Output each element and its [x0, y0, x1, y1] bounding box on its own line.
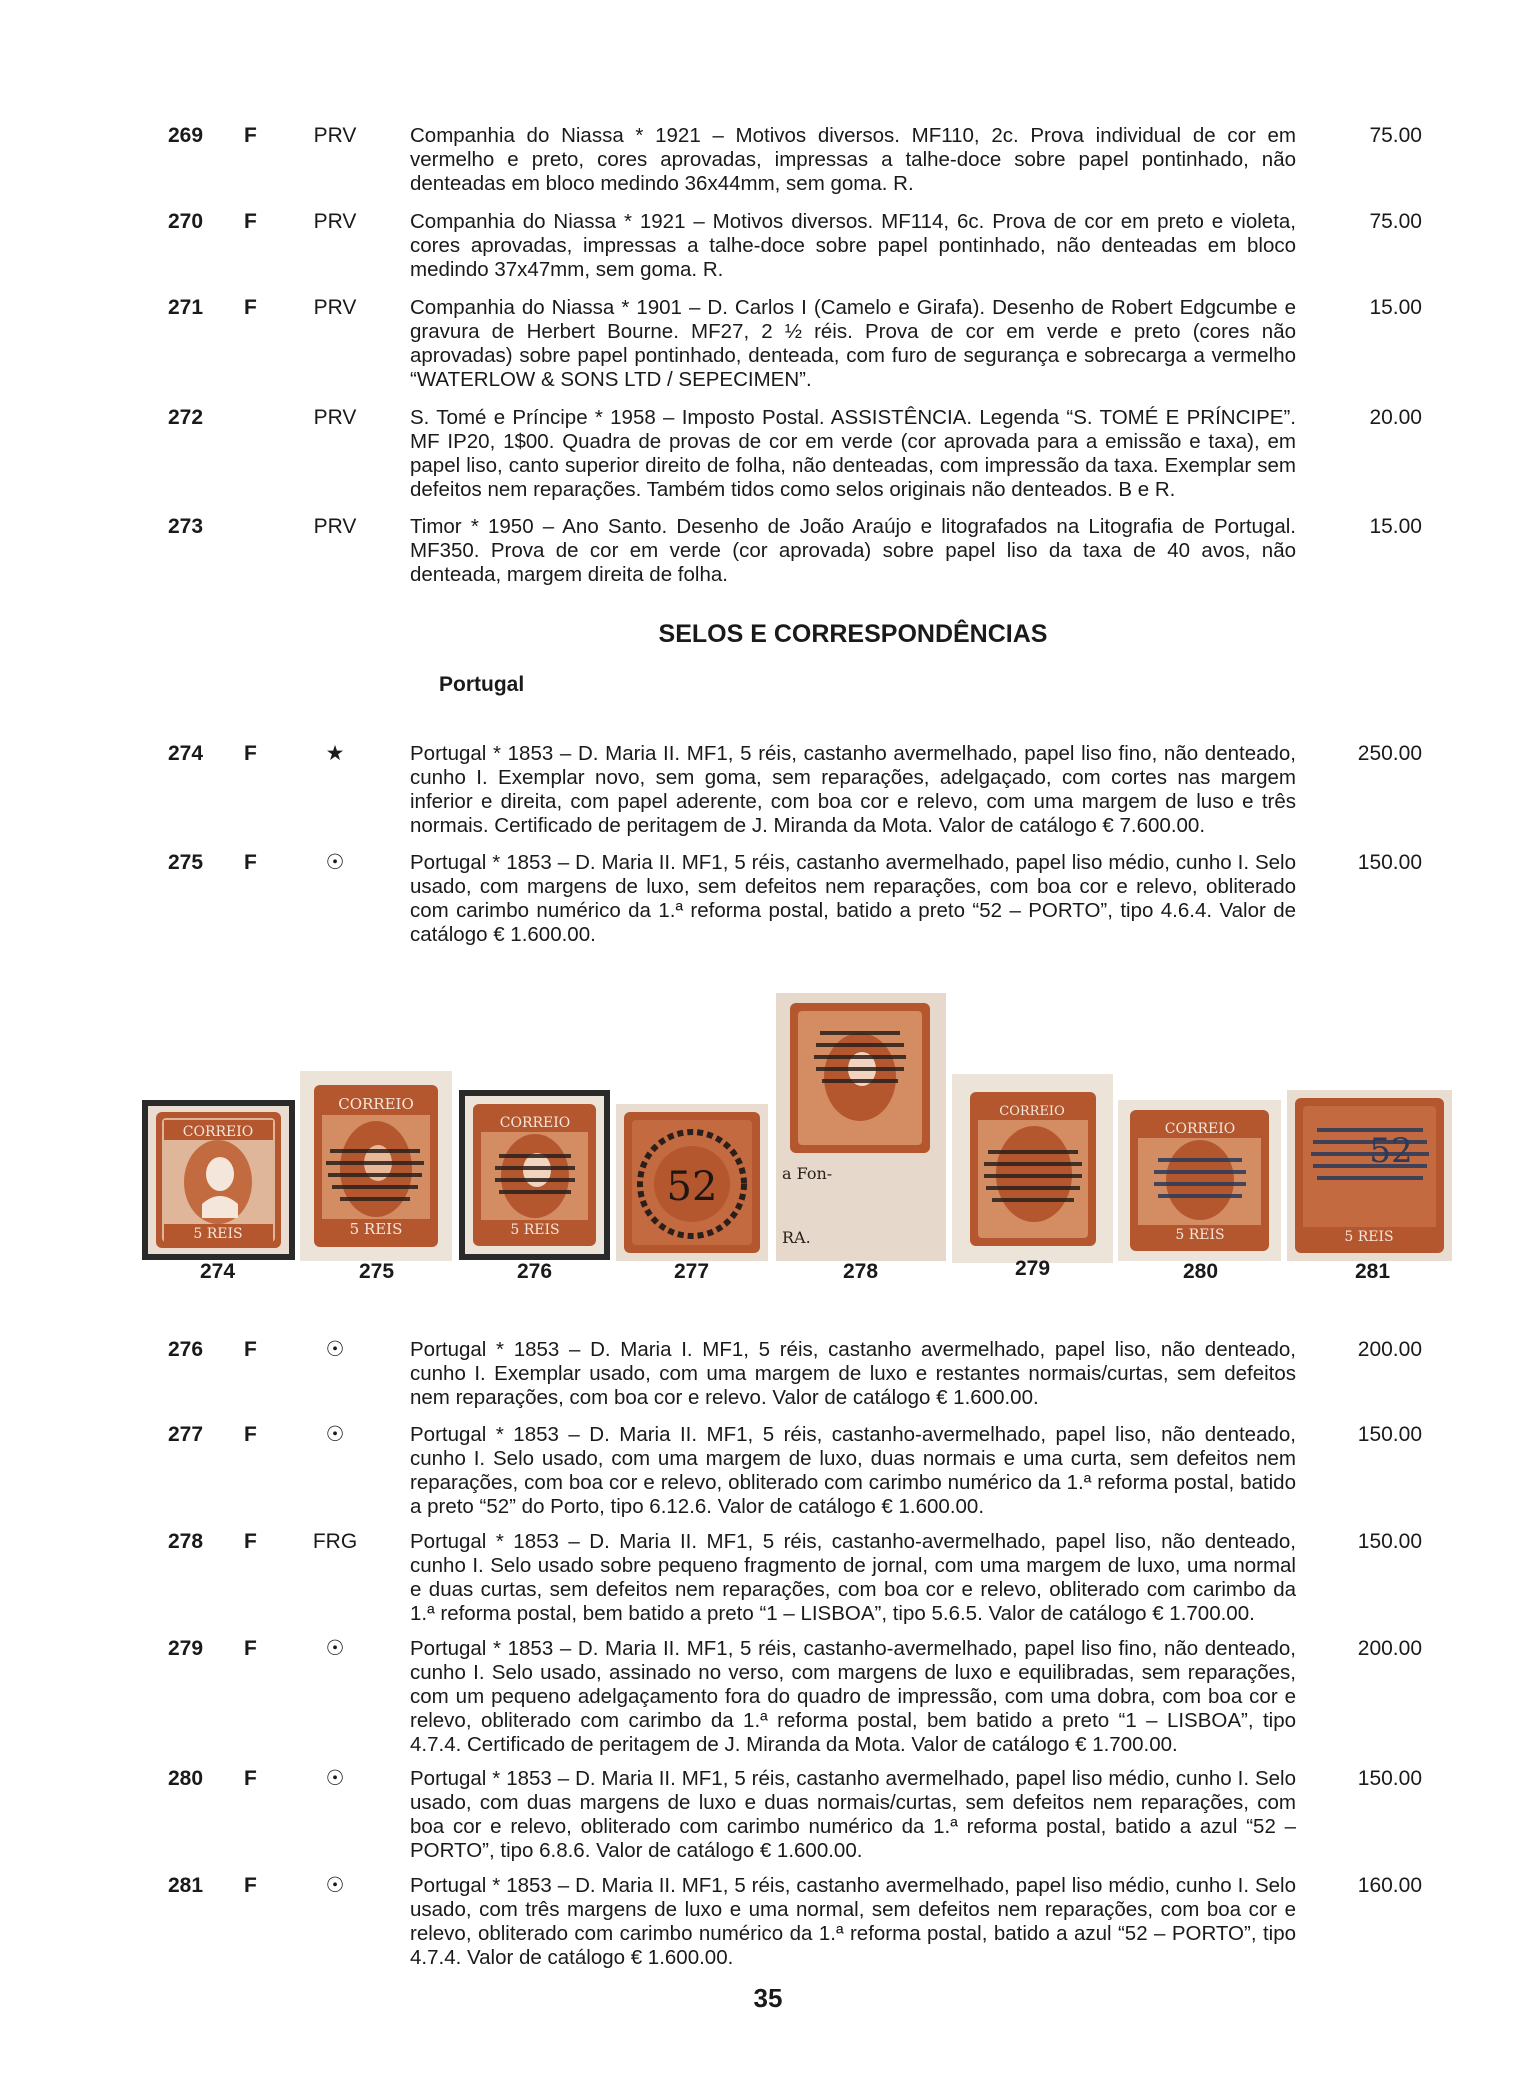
stamp-label: 278 — [843, 1260, 879, 1283]
lot-number: 269 — [168, 124, 204, 147]
lot-number: 272 — [168, 406, 204, 429]
lot-type: PRV — [313, 210, 357, 233]
stamp-inscription-top: CORREIO — [999, 1104, 1065, 1119]
stamp-inscription-bottom: 5 REIS — [1344, 1229, 1394, 1245]
lot-type: ☉ — [325, 1423, 345, 1446]
fragment-text: RA. — [782, 1228, 811, 1247]
lot-number: 275 — [168, 851, 204, 874]
stamp-image-278 — [776, 993, 946, 1261]
stamp-inscription-bottom: 5 REIS — [510, 1222, 560, 1238]
lot-number: 279 — [168, 1637, 204, 1660]
lot-number: 278 — [168, 1530, 204, 1553]
lot-price: 75.00 — [1369, 210, 1422, 233]
section-title: SELOS E CORRESPONDÊNCIAS — [658, 620, 1048, 648]
lot-description: Portugal * 1853 – D. Maria II. MF1, 5 réis, castanho avermelhado, papel liso médio, cunho I. Selo usado, com margens de luxo, sem defeitos nem reparações, com boa cor e relevo, obliterado com carimbo numérico da 1.ª reforma postal, batido a preto “52 – PORTO”, tipo 4.6.4. Valor de catálogo € 1.600.00. — [410, 851, 1296, 946]
lot-type: FRG — [312, 1530, 358, 1553]
lot-price: 15.00 — [1369, 296, 1422, 319]
stamp-label: 277 — [674, 1260, 710, 1283]
lot-description: Companhia do Niassa * 1901 – D. Carlos I (Camelo e Girafa). Desenho de Robert Edgcumbe e gravura de Herbert Bourne. MF27, 2 ½ réis. Prova de cor em verde e preto (cores não aprovadas) sobre papel pontinhado, denteada, com furo de segurança e sobrecarga a vermelho “WATERLOW & SONS LTD / SEPECIMEN”. — [410, 296, 1296, 391]
stamp-label: 274 — [200, 1260, 236, 1283]
lot-price: 15.00 — [1369, 515, 1422, 538]
lot-type: PRV — [313, 296, 357, 319]
page-number: 35 — [753, 1983, 783, 2013]
lot-description: S. Tomé e Príncipe * 1958 – Imposto Postal. ASSISTÊNCIA. Legenda “S. TOMÉ E PRÍNCIPE”. MF IP20, 1$00. Quadra de provas de cor em verde (cor aprovada para a emissão e taxa), em papel liso, canto superior direito de folha, não denteadas, com impressão da taxa. Exemplar sem defeitos nem reparações. Também tidos como selos originais não denteados. B e R. — [410, 406, 1296, 501]
lot-type: PRV — [313, 124, 357, 147]
lot-price: 200.00 — [1357, 1637, 1422, 1660]
lot-description: Portugal * 1853 – D. Maria II. MF1, 5 réis, castanho-avermelhado, papel liso, não denteado, cunho I. Selo usado sobre pequeno fragmento de jornal, com uma margem de luxo, uma normal e duas curtas, sem defeitos nem reparações, com boa cor e relevo, obliterado com carimbo da 1.ª reforma postal, bem batido a preto “1 – LISBOA”, tipo 5.6.5. Valor de catálogo € 1.700.00. — [410, 1530, 1296, 1625]
lot-condition: F — [244, 1423, 257, 1446]
stamp-cancel-number: 52 — [666, 1164, 718, 1210]
lot-condition: F — [244, 1767, 257, 1790]
lot-condition: F — [244, 210, 257, 233]
lot-price: 150.00 — [1357, 851, 1422, 874]
lot-condition: F — [244, 1338, 257, 1361]
stamp-inscription-top: CORREIO — [338, 1095, 414, 1113]
lot-condition: F — [244, 1637, 257, 1660]
lot-condition: F — [244, 1874, 257, 1897]
lot-number: 273 — [168, 515, 204, 538]
stamp-inscription-bottom: 5 REIS — [349, 1220, 403, 1238]
stamp-image-277 — [616, 1104, 768, 1261]
stamp-inscription-top: CORREIO — [182, 1124, 254, 1140]
stamp-image-281 — [1287, 1090, 1452, 1261]
lot-number: 274 — [168, 742, 204, 765]
lot-description: Portugal * 1853 – D. Maria II. MF1, 5 réis, castanho avermelhado, papel liso médio, cunho I. Selo usado, com duas margens de luxo e duas normais/curtas, sem defeitos nem reparações, com boa cor e relevo, obliterado com carimbo numérico da 1.ª reforma postal, batido a azul “52 – PORTO”, tipo 6.8.6. Valor de catálogo € 1.600.00. — [410, 1767, 1296, 1862]
lot-price: 75.00 — [1369, 124, 1422, 147]
stamp-label: 279 — [1015, 1257, 1051, 1280]
stamp-inscription-top: CORREIO — [1164, 1121, 1236, 1137]
lot-number: 277 — [168, 1423, 204, 1446]
subsection-title: Portugal — [439, 673, 525, 696]
lot-condition: F — [244, 851, 257, 874]
lot-price: 250.00 — [1357, 742, 1422, 765]
lot-condition: F — [244, 296, 257, 319]
stamp-image-275 — [300, 1071, 452, 1261]
stamp-inscription-bottom: 5 REIS — [1175, 1227, 1225, 1243]
lot-description: Portugal * 1853 – D. Maria II. MF1, 5 réis, castanho-avermelhado, papel liso fino, não denteado, cunho I. Selo usado, assinado no verso, com margens de luxo e equilibradas, sem reparações, com um pequeno adelgaçamento fora do quadro de impressão, com uma dobra, com boa cor e relevo, obliterado com carimbo da 1.ª reforma postal, bem batido a preto “1 – LISBOA”, tipo 4.7.4. Certificado de peritagem de J. Miranda da Mota. Valor de catálogo € 1.700.00. — [410, 1637, 1296, 1756]
fragment-text: a Fon- — [782, 1164, 833, 1183]
lot-condition: F — [244, 124, 257, 147]
lot-price: 150.00 — [1357, 1767, 1422, 1790]
stamp-image-279 — [952, 1074, 1113, 1263]
stamp-inscription-bottom: 5 REIS — [193, 1226, 243, 1242]
stamp-image-276 — [459, 1090, 610, 1260]
stamp-label: 275 — [359, 1260, 395, 1283]
stamp-label: 281 — [1355, 1260, 1391, 1283]
lot-type: ☉ — [325, 1874, 345, 1897]
lot-price: 150.00 — [1357, 1530, 1422, 1553]
lot-description: Portugal * 1853 – D. Maria II. MF1, 5 réis, castanho avermelhado, papel liso fino, não denteado, cunho I. Exemplar novo, sem goma, sem reparações, adelgaçado, com cortes nas margem inferior e direita, com papel aderente, com boa cor e relevo, com uma margem de luso e três normais. Certificado de peritagem de J. Miranda da Mota. Valor de catálogo € 7.600.00. — [410, 742, 1296, 837]
lot-number: 271 — [168, 296, 204, 319]
lot-number: 280 — [168, 1767, 204, 1790]
lot-description: Companhia do Niassa * 1921 – Motivos diversos. MF114, 6c. Prova de cor em preto e violeta, cores aprovadas, impressas a talhe-doce sobre papel pontinhado, não denteadas em bloco medindo 37x47mm, sem goma. R. — [410, 210, 1296, 281]
stamp-image-274 — [142, 1100, 295, 1260]
stamp-label: 280 — [1183, 1260, 1219, 1283]
lot-number: 276 — [168, 1338, 204, 1361]
lot-number: 270 — [168, 210, 204, 233]
lot-condition: F — [244, 1530, 257, 1553]
stamp-inscription-top: CORREIO — [499, 1115, 571, 1131]
lot-condition: F — [244, 742, 257, 765]
lot-price: 160.00 — [1357, 1874, 1422, 1897]
lot-type: ☉ — [325, 1637, 345, 1660]
lot-description: Companhia do Niassa * 1921 – Motivos diversos. MF110, 2c. Prova individual de cor em vermelho e preto, cores aprovadas, impressas a talhe-doce sobre papel pontinhado, não denteadas em bloco medindo 36x44mm, sem goma. R. — [410, 124, 1296, 195]
lot-type: ☉ — [325, 1767, 345, 1790]
lot-price: 20.00 — [1369, 406, 1422, 429]
stamp-label: 276 — [517, 1260, 553, 1283]
lot-type: ★ — [325, 742, 345, 765]
stamp-image-280 — [1118, 1100, 1281, 1261]
lot-price: 150.00 — [1357, 1423, 1422, 1446]
lot-type: ☉ — [325, 851, 345, 874]
lot-description: Portugal * 1853 – D. Maria II. MF1, 5 réis, castanho avermelhado, papel liso médio, cunho I. Selo usado, com três margens de luxo e uma normal, sem defeitos nem reparações, com boa cor e relevo, obliterado com carimbo numérico da 1.ª reforma postal, batido a azul “52 – PORTO”, tipo 4.7.4. Valor de catálogo € 1.600.00. — [410, 1874, 1296, 1969]
stamp-cancel-number: 52 — [1369, 1131, 1413, 1171]
lot-number: 281 — [168, 1874, 204, 1897]
lot-type: PRV — [313, 406, 357, 429]
lot-description: Portugal * 1853 – D. Maria II. MF1, 5 réis, castanho-avermelhado, papel liso, não denteado, cunho I. Selo usado, com uma margem de luxo, duas normais e uma curta, sem defeitos nem reparações, com boa cor e relevo, obliterado com carimbo numérico da 1.ª reforma postal, batido a preto “52” do Porto, tipo 6.12.6. Valor de catálogo € 1.600.00. — [410, 1423, 1296, 1518]
lot-type: ☉ — [325, 1338, 345, 1361]
lot-type: PRV — [313, 515, 357, 538]
lot-description: Timor * 1950 – Ano Santo. Desenho de João Araújo e litografados na Litografia de Portugal. MF350. Prova de cor em verde (cor aprovada) sobre papel liso da taxa de 40 avos, não denteada, margem direita de folha. — [410, 515, 1296, 586]
lot-price: 200.00 — [1357, 1338, 1422, 1361]
lot-description: Portugal * 1853 – D. Maria I. MF1, 5 réis, castanho avermelhado, papel liso, não denteado, cunho I. Exemplar usado, com uma margem de luxo e restantes normais/curtas, sem defeitos nem reparações, com boa cor e relevo. Valor de catálogo € 1.600.00. — [410, 1338, 1296, 1409]
